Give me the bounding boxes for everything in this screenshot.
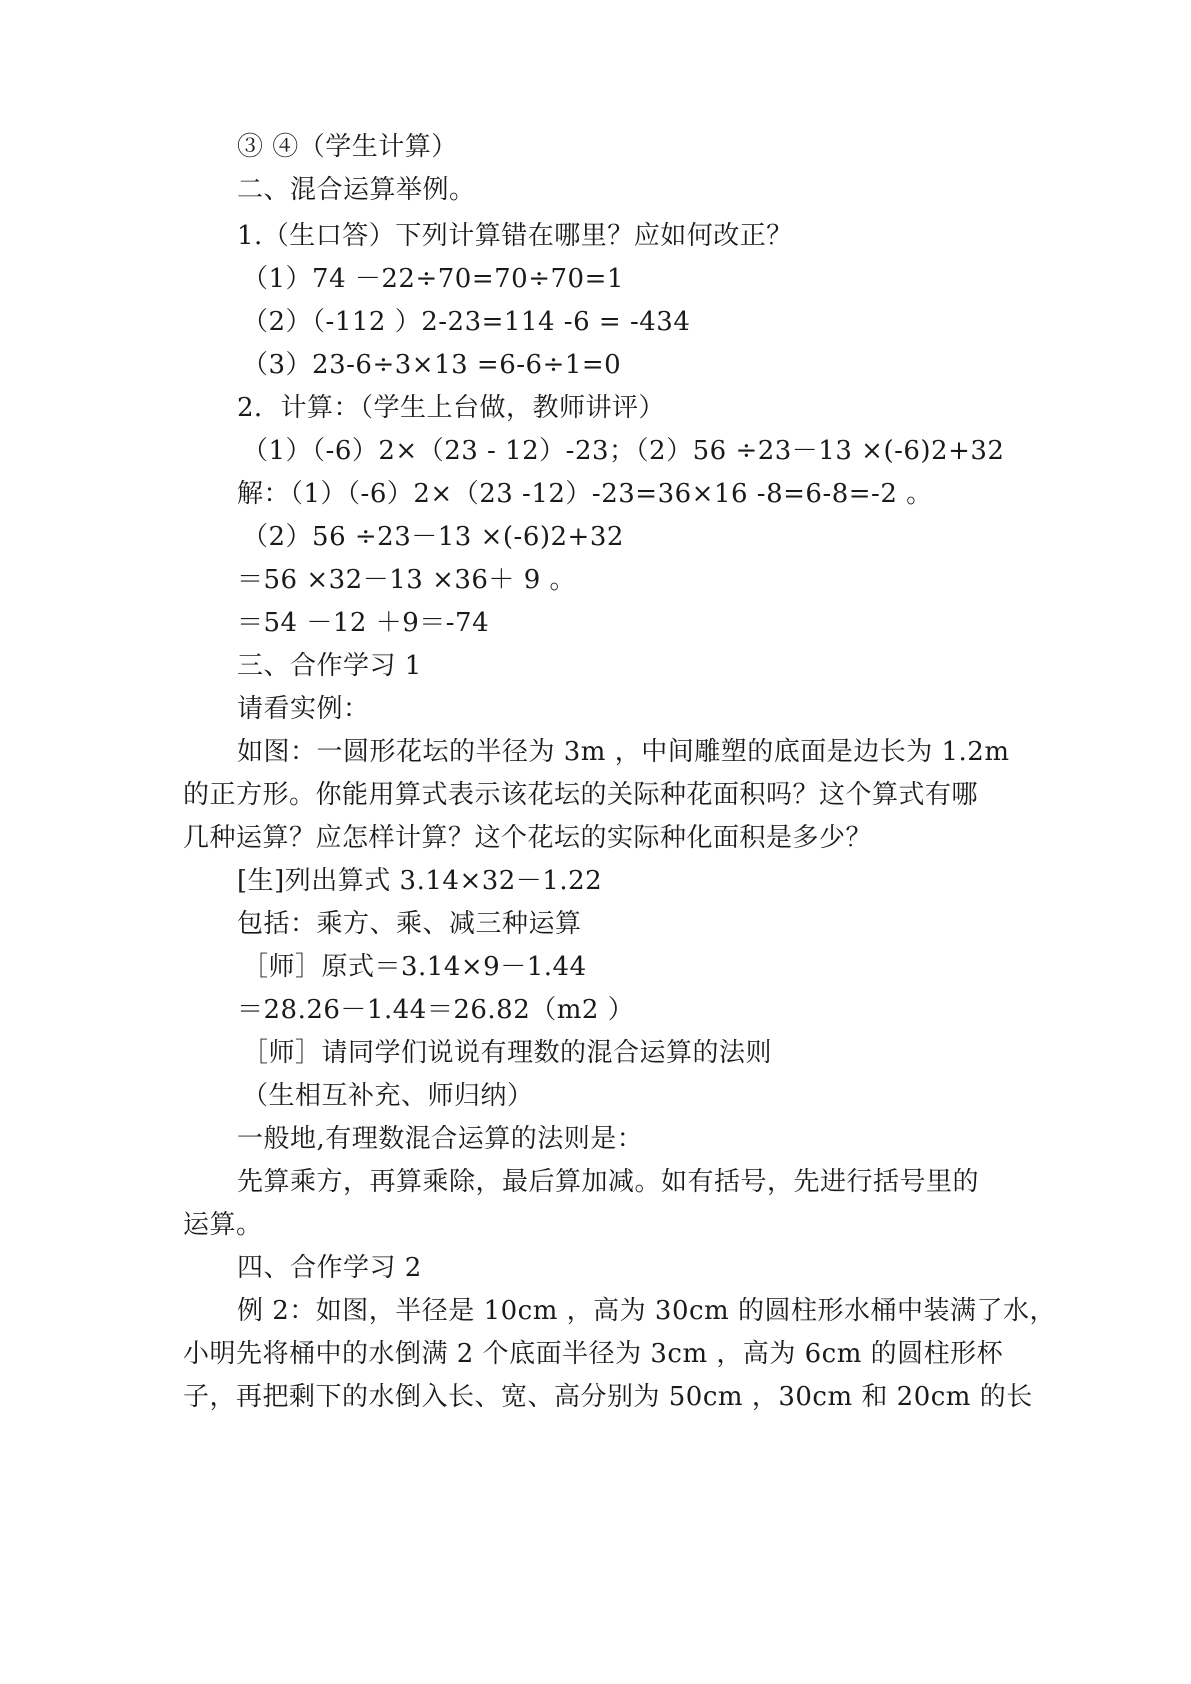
equation-line-2: （2）（-112 ）2-23=114 -6 = -434 bbox=[242, 307, 691, 337]
text-line-21: ＝28.26－1.44＝26.82（m2 ） bbox=[237, 995, 635, 1025]
solution-line-4: ＝54 －12 ＋9＝-74 bbox=[237, 608, 490, 638]
text-line-24: 一般地,有理数混合运算的法则是： bbox=[237, 1124, 644, 1154]
paragraph-line-3: 几种运算？应怎样计算？这个花坛的实际种化面积是多少？ bbox=[183, 823, 873, 853]
paragraph-line-5: 运算。 bbox=[183, 1210, 263, 1240]
text-line-18: [生]列出算式 3.14×32－1.22 bbox=[237, 866, 603, 896]
text-line-14: 请看实例： bbox=[237, 694, 370, 724]
equation-line-4: （1）（-6）2×（23 - 12）-23；（2）56 ÷23－13 ×(-6)2+32 bbox=[242, 436, 1005, 466]
paragraph-line-6: 例 2：如图，半径是 10cm ，高为 30cm 的圆柱形水桶中装满了水， bbox=[237, 1296, 1056, 1326]
text-line-23: （生相互补充、师归纳） bbox=[242, 1081, 534, 1111]
section-heading-2: 二、混合运算举例。 bbox=[237, 175, 476, 205]
text-line-20: ［师］原式＝3.14×9－1.44 bbox=[242, 952, 587, 982]
text-line-22: ［师］请同学们说说有理数的混合运算的法则 bbox=[242, 1038, 773, 1068]
equation-line-1: （1）74 －22÷70=70÷70=1 bbox=[242, 264, 624, 294]
solution-line-2: （2）56 ÷23－13 ×(-6)2+32 bbox=[242, 522, 624, 552]
text-line-3: 1.（生口答）下列计算错在哪里？应如何改正？ bbox=[237, 221, 793, 251]
paragraph-line-2: 的正方形。你能用算式表示该花坛的关际种花面积吗？这个算式有哪 bbox=[183, 780, 979, 810]
text-line-1: ③ ④（学生计算） bbox=[237, 132, 458, 162]
solution-line-1: 解：（1）（-6）2×（23 -12）-23=36×16 -8=6-8=-2 。 bbox=[237, 479, 933, 509]
equation-line-3: （3）23-6÷3×13 =6-6÷1=0 bbox=[242, 350, 622, 380]
text-line-19: 包括：乘方、乘、减三种运算 bbox=[237, 909, 582, 939]
section-heading-4: 四、合作学习 2 bbox=[237, 1253, 422, 1283]
paragraph-line-4: 先算乘方，再算乘除，最后算加减。如有括号，先进行括号里的 bbox=[237, 1167, 980, 1197]
section-heading-3: 三、合作学习 1 bbox=[237, 651, 422, 681]
paragraph-line-1: 如图：一圆形花坛的半径为 3m ，中间雕塑的底面是边长为 1.2m bbox=[237, 737, 1010, 767]
paragraph-line-7: 小明先将桶中的水倒满 2 个底面半径为 3cm ，高为 6cm 的圆柱形杯 bbox=[183, 1339, 1004, 1369]
solution-line-3: ＝56 ×32－13 ×36＋ 9 。 bbox=[237, 565, 577, 595]
paragraph-line-8: 子，再把剩下的水倒入长、宽、高分别为 50cm ，30cm 和 20cm 的长 bbox=[183, 1382, 1033, 1412]
text-line-7: 2．计算：（学生上台做，教师讲评） bbox=[237, 393, 666, 423]
